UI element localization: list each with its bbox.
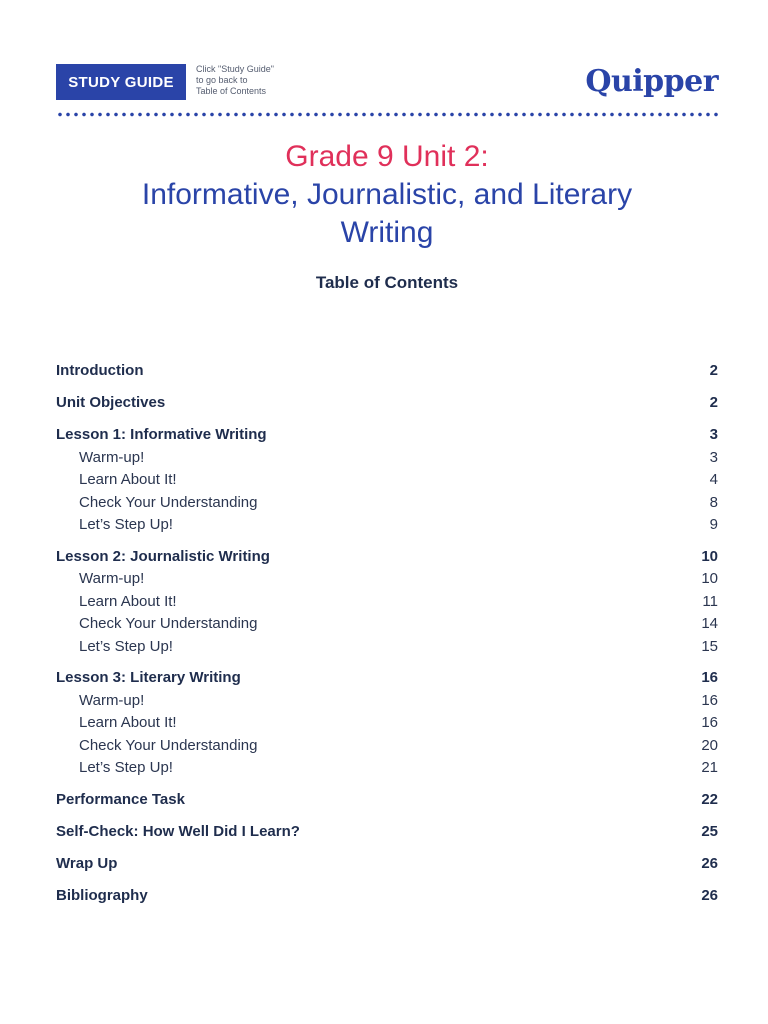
title-subject-line: Informative, Journalistic, and Literary — [141, 178, 633, 211]
toc-entry-page: 26 — [701, 854, 718, 872]
toc-entry-page: 3 — [709, 426, 718, 443]
toc-subentry[interactable] — [56, 757, 718, 780]
toc-entry-label: Warm-up! — [79, 448, 145, 466]
table-of-contents — [56, 360, 718, 907]
toc-entry-label: Lesson 2: Journalistic Writing — [56, 547, 270, 565]
toc-entry-page: 11 — [702, 592, 718, 610]
hint-line: Table of Contents — [196, 86, 267, 96]
study-guide-hint — [196, 64, 306, 97]
toc-entry-lesson-1[interactable] — [56, 424, 718, 447]
toc-entry-page: 8 — [709, 493, 718, 511]
toc-subentry[interactable] — [56, 568, 718, 591]
toc-entry-label: Learn About It! — [79, 471, 177, 488]
toc-entry-page: 3 — [709, 448, 718, 466]
toc-entry-label: Performance Task — [56, 790, 185, 808]
toc-subentry[interactable] — [56, 492, 718, 515]
toc-entry-lesson-3[interactable] — [56, 667, 718, 690]
hint-line: to go back to — [196, 75, 248, 85]
title-subject-line: Writing — [340, 216, 434, 249]
toc-entry-page: 10 — [701, 570, 718, 587]
toc-entry-label: Bibliography — [56, 886, 148, 904]
toc-entry-page: 20 — [701, 736, 718, 754]
toc-entry-label: Let’s Step Up! — [79, 637, 173, 655]
toc-entry-page: 22 — [701, 790, 718, 808]
toc-subentry[interactable] — [56, 591, 718, 614]
toc-entry-page: 10 — [701, 547, 718, 565]
toc-entry-page: 15 — [701, 637, 718, 655]
quipper-logo: Quipper — [585, 64, 718, 99]
toc-entry-label: Lesson 1: Informative Writing — [56, 426, 267, 443]
toc-heading: Table of Contents — [315, 273, 459, 292]
toc-subentry[interactable] — [56, 735, 718, 758]
toc-entry-page: 2 — [709, 362, 718, 379]
toc-entry-lesson-2[interactable] — [56, 546, 718, 569]
toc-entry-label: Learn About It! — [79, 714, 177, 731]
toc-entry-label: Lesson 3: Literary Writing — [56, 669, 241, 686]
toc-subentry[interactable] — [56, 613, 718, 636]
toc-entry-label: Warm-up! — [79, 691, 145, 709]
toc-entry-label: Introduction — [56, 362, 144, 379]
toc-entry-performance-task[interactable] — [56, 789, 718, 812]
page-title — [56, 138, 718, 252]
toc-entry-unit-objectives[interactable] — [56, 392, 718, 415]
toc-entry-label: Self-Check: How Well Did I Learn? — [56, 822, 300, 840]
toc-subentry[interactable] — [56, 514, 718, 537]
toc-subentry[interactable] — [56, 690, 718, 713]
toc-entry-label: Let’s Step Up! — [79, 516, 173, 533]
toc-entry-page: 26 — [701, 886, 718, 904]
toc-entry-page: 16 — [701, 714, 718, 731]
toc-entry-page: 16 — [701, 691, 718, 709]
toc-entry-page: 9 — [709, 516, 718, 533]
toc-entry-self-check[interactable] — [56, 821, 718, 844]
hint-line: Click "Study Guide" — [196, 64, 274, 74]
toc-entry-label: Warm-up! — [79, 570, 145, 587]
toc-entry-page: 21 — [701, 759, 718, 776]
toc-entry-label: Check Your Understanding — [79, 493, 258, 511]
toc-entry-page: 25 — [701, 822, 718, 840]
toc-entry-page: 14 — [701, 615, 718, 632]
toc-subentry[interactable] — [56, 636, 718, 659]
toc-entry-bibliography[interactable] — [56, 885, 718, 908]
toc-entry-label: Check Your Understanding — [79, 736, 258, 754]
dotted-divider — [56, 112, 718, 117]
toc-entry-label: Wrap Up — [56, 854, 118, 872]
title-grade-unit: Grade 9 Unit 2: — [285, 140, 489, 173]
study-guide-button[interactable]: STUDY GUIDE — [56, 64, 186, 100]
toc-entry-label: Check Your Understanding — [79, 615, 258, 632]
toc-subentry[interactable] — [56, 712, 718, 735]
toc-subentry[interactable] — [56, 447, 718, 470]
toc-entry-label: Let’s Step Up! — [79, 759, 173, 776]
toc-entry-page: 4 — [709, 471, 718, 488]
toc-entry-label: Learn About It! — [79, 592, 177, 610]
toc-entry-page: 2 — [709, 394, 718, 411]
toc-entry-introduction[interactable] — [56, 360, 718, 383]
page-header — [56, 62, 718, 102]
toc-entry-label: Unit Objectives — [56, 394, 166, 411]
toc-subentry[interactable] — [56, 469, 718, 492]
toc-entry-page: 16 — [701, 669, 718, 686]
toc-entry-wrap-up[interactable] — [56, 853, 718, 876]
